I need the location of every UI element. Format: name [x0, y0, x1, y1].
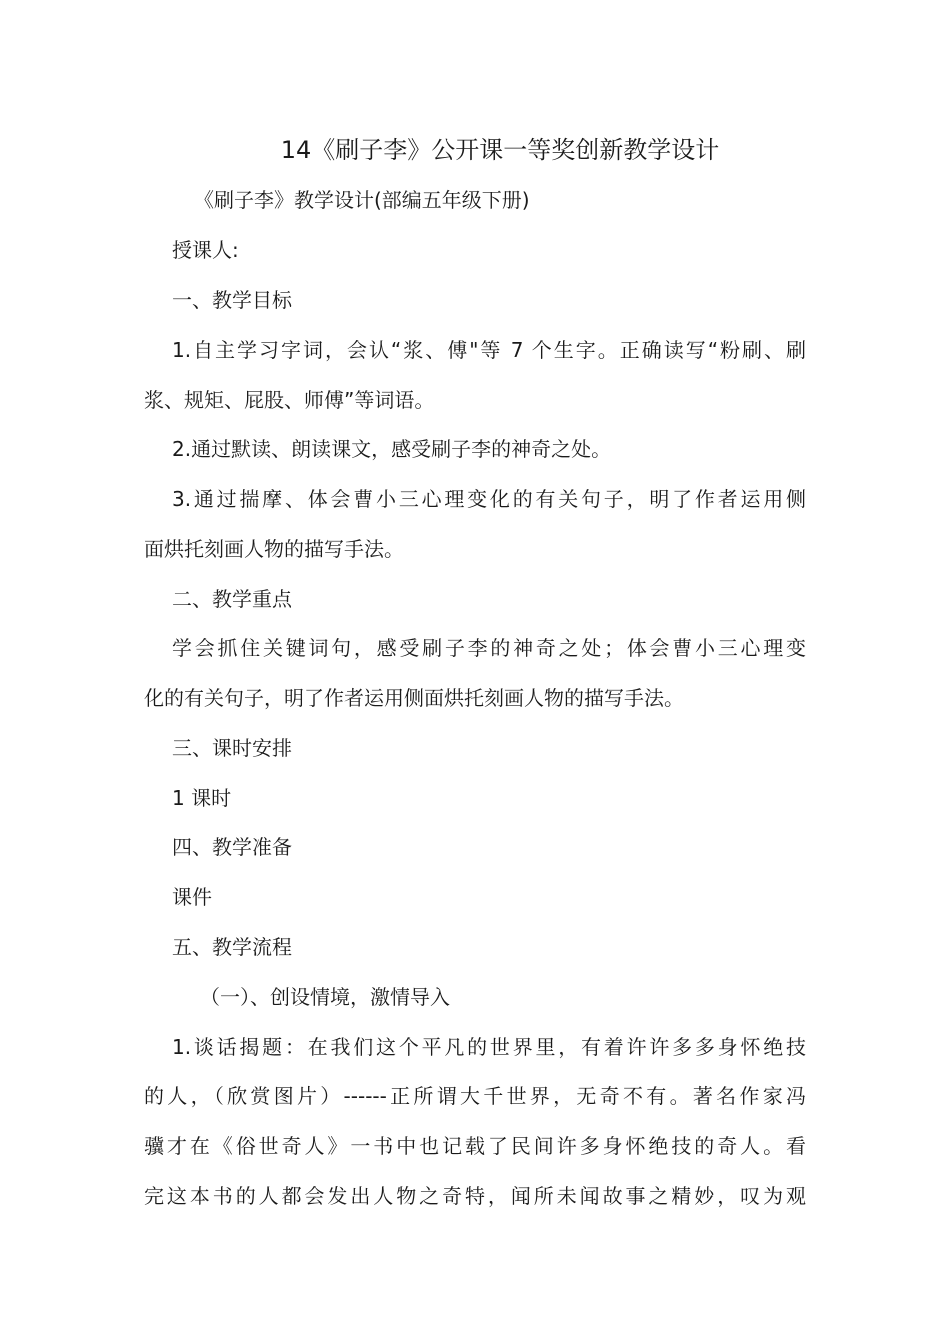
paragraph-line: 2.通过默读、朗读课文，感受刷子李的神奇之处。 — [172, 437, 612, 461]
paragraph-line: 3.通过揣摩、体会曹小三心理变化的有关句子，明了作者运用侧 — [172, 487, 806, 511]
paragraph-line: 1.谈话揭题：在我们这个平凡的世界里，有着许许多多身怀绝技 — [172, 1035, 806, 1059]
paragraph-line: 学会抓住关键词句，感受刷子李的神奇之处；体会曹小三心理变 — [172, 636, 806, 660]
document-title: 14《刷子李》公开课一等奖创新教学设计 — [280, 136, 720, 164]
paragraph-line: 1.自主学习字词，会认“浆、傅"等 7 个生字。正确读写“粉刷、刷 — [172, 338, 806, 362]
paragraph-line: 完这本书的人都会发出人物之奇特，闻所未闻故事之精妙，叹为观 — [144, 1184, 806, 1208]
paragraph-line: 骥才在《俗世奇人》一书中也记载了民间许多身怀绝技的奇人。看 — [144, 1134, 806, 1158]
paragraph-line: 浆、规矩、屁股、师傅”等词语。 — [144, 388, 435, 412]
section-heading: 二、教学重点 — [172, 587, 292, 611]
paragraph-line: 1 课时 — [172, 786, 232, 810]
section-heading: 五、教学流程 — [172, 935, 292, 959]
subsection-heading: （一）、创设情境，激情导入 — [200, 985, 450, 1009]
section-heading: 三、课时安排 — [172, 736, 292, 760]
paragraph-line: 面烘托刻画人物的描写手法。 — [144, 537, 404, 561]
subtitle-line: 《刷子李》教学设计(部编五年级下册) — [194, 188, 530, 212]
paragraph-line: 课件 — [172, 885, 212, 909]
paragraph-line: 的人，（欣赏图片）------正所谓大千世界，无奇不有。著名作家冯 — [144, 1084, 806, 1108]
teacher-line: 授课人: — [172, 238, 239, 262]
paragraph-line: 化的有关句子，明了作者运用侧面烘托刻画人物的描写手法。 — [144, 686, 684, 710]
section-heading: 一、教学目标 — [172, 288, 292, 312]
section-heading: 四、教学准备 — [172, 835, 292, 859]
